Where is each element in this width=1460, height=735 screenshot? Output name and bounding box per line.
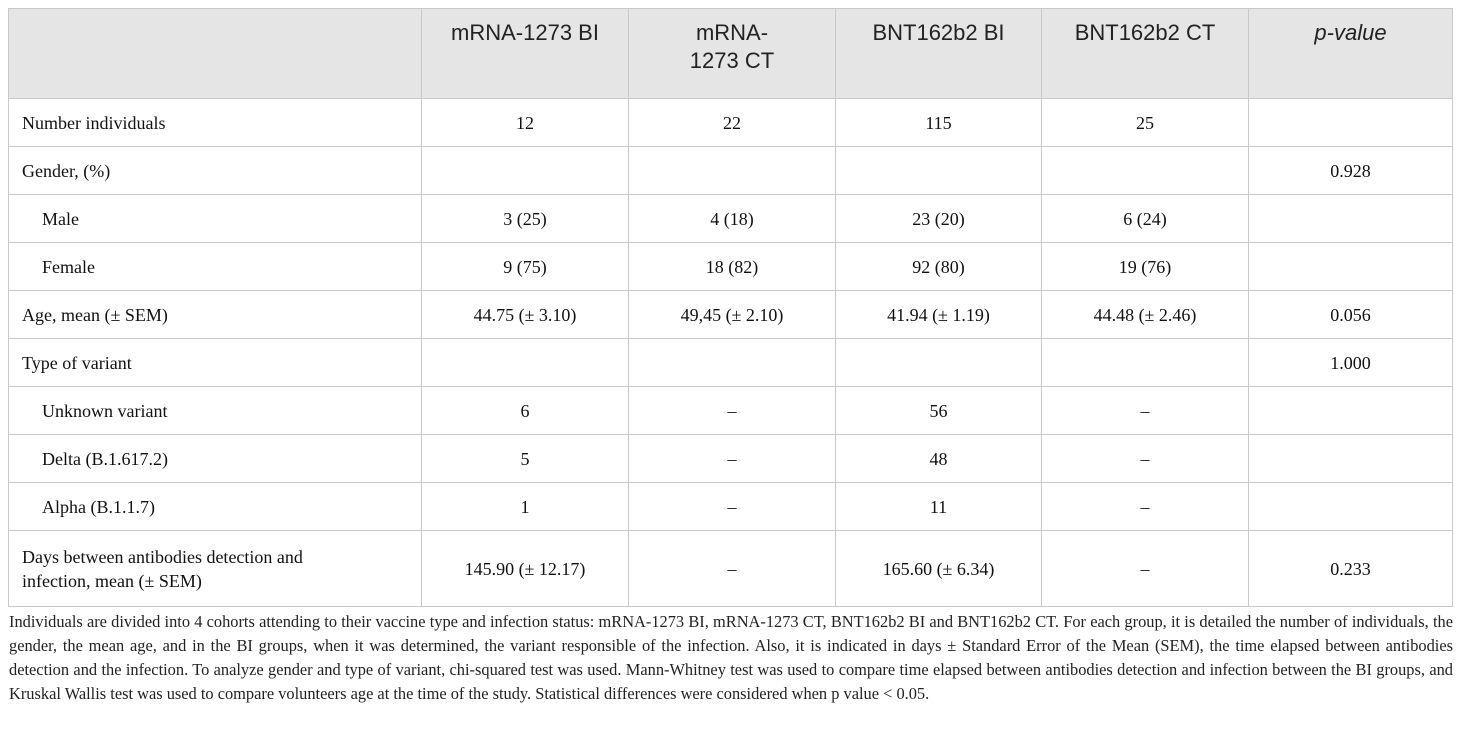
row-label: Type of variant <box>9 339 422 387</box>
table-cell <box>1042 147 1249 195</box>
table-row <box>9 147 1453 195</box>
table-cell: 48 <box>836 435 1042 483</box>
table-cell: 12 <box>422 99 629 147</box>
table-cell <box>422 339 629 387</box>
header-bnt-bi: BNT162b2 BI <box>836 9 1042 99</box>
table-cell <box>422 147 629 195</box>
table-cell <box>1249 387 1453 435</box>
table-cell: – <box>629 435 836 483</box>
header-p-value: p-value <box>1249 9 1453 99</box>
table-cell: – <box>1042 387 1249 435</box>
cohort-table <box>8 8 1453 607</box>
table-cell: – <box>1042 435 1249 483</box>
row-label: Gender, (%) <box>9 147 422 195</box>
table-cell: 18 (82) <box>629 243 836 291</box>
table-cell: 23 (20) <box>836 195 1042 243</box>
table-cell: – <box>629 387 836 435</box>
table-cell: 0.233 <box>1249 531 1453 607</box>
table-cell: – <box>1042 483 1249 531</box>
table-cell: 6 <box>422 387 629 435</box>
table-cell <box>836 339 1042 387</box>
table-row <box>9 195 1453 243</box>
table-cell: 0.056 <box>1249 291 1453 339</box>
table-cell <box>629 147 836 195</box>
table-row <box>9 243 1453 291</box>
row-label: Alpha (B.1.1.7) <box>9 483 422 531</box>
table-cell: 19 (76) <box>1042 243 1249 291</box>
table-row <box>9 435 1453 483</box>
row-label: Delta (B.1.617.2) <box>9 435 422 483</box>
table-cell: 1.000 <box>1249 339 1453 387</box>
table-cell: 9 (75) <box>422 243 629 291</box>
table-cell: 49,45 (± 2.10) <box>629 291 836 339</box>
table-cell: – <box>629 483 836 531</box>
table-cell: – <box>1042 531 1249 607</box>
table-cell: 3 (25) <box>422 195 629 243</box>
row-label: Number individuals <box>9 99 422 147</box>
table-cell: 41.94 (± 1.19) <box>836 291 1042 339</box>
table-cell: 1 <box>422 483 629 531</box>
table-cell: 44.75 (± 3.10) <box>422 291 629 339</box>
table-cell: 44.48 (± 2.46) <box>1042 291 1249 339</box>
table-cell <box>836 147 1042 195</box>
table-cell <box>1249 243 1453 291</box>
table-cell <box>1249 195 1453 243</box>
row-label: Male <box>9 195 422 243</box>
table-cell: 11 <box>836 483 1042 531</box>
row-label: Days between antibodies detection and infection, mean (± SEM) <box>9 531 422 607</box>
table-cell: 5 <box>422 435 629 483</box>
table-cell: 145.90 (± 12.17) <box>422 531 629 607</box>
table-cell: 165.60 (± 6.34) <box>836 531 1042 607</box>
table-cell: 0.928 <box>1249 147 1453 195</box>
header-mrna-ct: mRNA- 1273 CT <box>629 9 836 99</box>
table-cell <box>1249 483 1453 531</box>
table-cell: 4 (18) <box>629 195 836 243</box>
table-caption: Individuals are divided into 4 cohorts attending to their vaccine type and infection status: mRNA-1273 BI, mRNA-1273 CT, BNT162b2 BI and BNT162b2 CT. For each group, it is detailed the number of individuals, the gender, the mean age, and in the BI groups, when it was determined, the variant responsible of the infection. Also, it is indicated in days ± Standard Error of the Mean (SEM), the time elapsed between antibodies detection and the infection. To analyze gender and type of variant, chi-squared test was used. Mann-Whitney test was used to compare time elapsed between antibodies detection and infection between the BI groups, and Kruskal Wallis test was used to compare volunteers age at the time of the study. Statistical differences were considered when p value < 0.05. <box>9 612 1453 703</box>
header-empty <box>9 9 422 99</box>
table-row <box>9 339 1453 387</box>
table-cell: – <box>629 531 836 607</box>
table-row <box>9 483 1453 531</box>
table-cell: 56 <box>836 387 1042 435</box>
table-cell: 25 <box>1042 99 1249 147</box>
row-label: Female <box>9 243 422 291</box>
table-cell <box>1249 99 1453 147</box>
header-row <box>9 9 1453 99</box>
row-label: Unknown variant <box>9 387 422 435</box>
table-cell: 115 <box>836 99 1042 147</box>
table-cell <box>1249 435 1453 483</box>
table-row <box>9 291 1453 339</box>
table-row <box>9 387 1453 435</box>
table-container <box>8 8 1452 607</box>
header-bnt-ct: BNT162b2 CT <box>1042 9 1249 99</box>
header-mrna-bi: mRNA-1273 BI <box>422 9 629 99</box>
table-cell: 6 (24) <box>1042 195 1249 243</box>
table-cell: 22 <box>629 99 836 147</box>
table-cell: 92 (80) <box>836 243 1042 291</box>
row-label: Age, mean (± SEM) <box>9 291 422 339</box>
table-row <box>9 531 1453 607</box>
table-cell <box>629 339 836 387</box>
table-cell <box>1042 339 1249 387</box>
table-row <box>9 99 1453 147</box>
